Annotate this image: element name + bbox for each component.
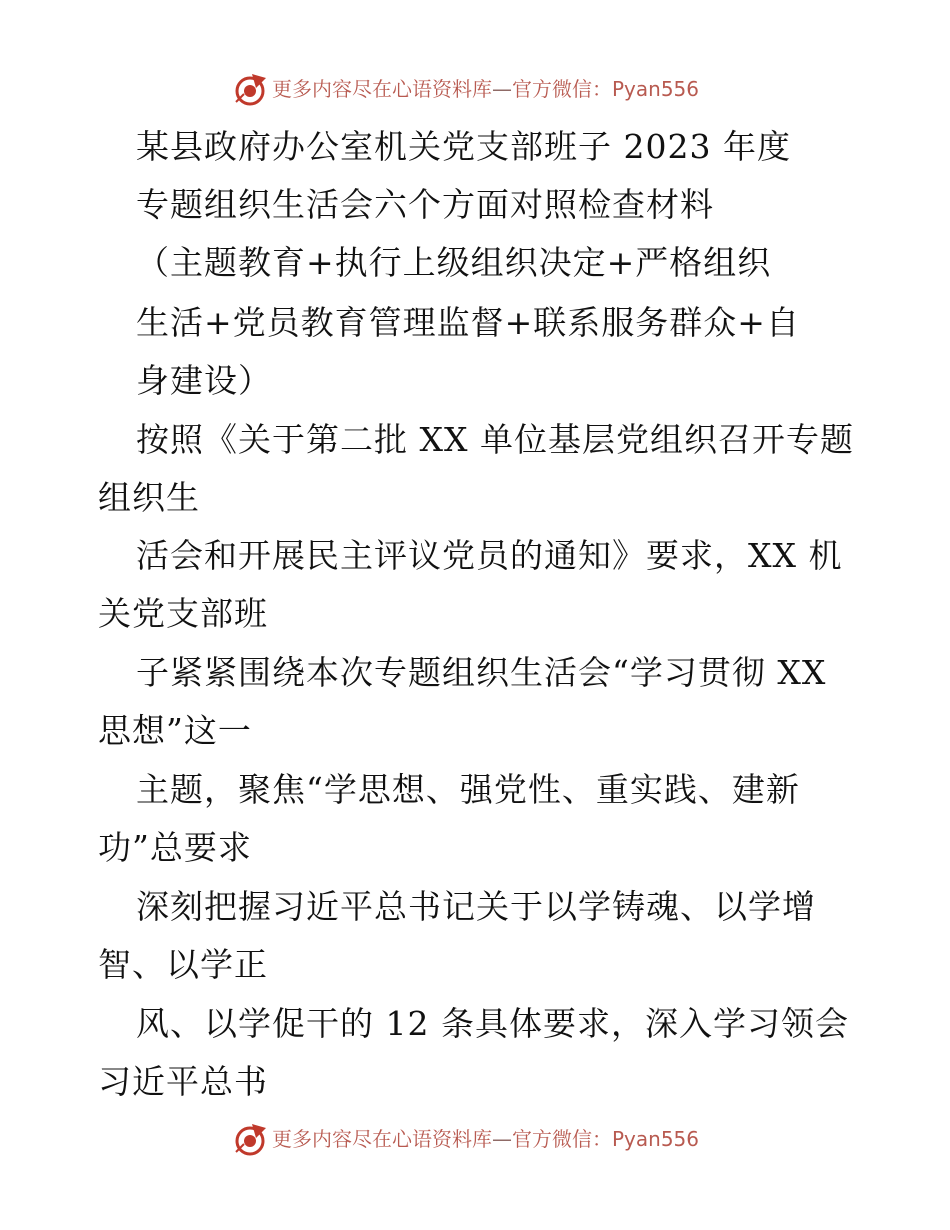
body-line: 习近平总书 bbox=[98, 1062, 268, 1101]
watermark-separator: — bbox=[492, 1127, 512, 1151]
body-line: 风、以学促干的 12 条具体要求，深入学习领会 bbox=[136, 1004, 849, 1043]
watermark-separator: — bbox=[492, 77, 512, 101]
body-line: 子紧紧围绕本次专题组织生活会“学习贯彻 XX bbox=[136, 653, 827, 692]
title-line: 某县政府办公室机关党支部班子 2023 年度 bbox=[136, 127, 791, 166]
watermark-site-text: 更多内容尽在心语资料库 bbox=[272, 1127, 492, 1151]
body-line: 深刻把握习近平总书记关于以学铸魂、以学增 bbox=[136, 887, 816, 926]
body-line: 组织生 bbox=[98, 478, 200, 517]
watermark-site-text: 更多内容尽在心语资料库 bbox=[272, 77, 492, 101]
title-line: 专题组织生活会六个方面对照检查材料 bbox=[136, 185, 714, 224]
watermark-official-text: 官方微信：Pyan556 bbox=[512, 1127, 700, 1151]
body-line: 关党支部班 bbox=[98, 594, 268, 633]
watermark-text bbox=[272, 1127, 699, 1151]
watermark-official-text: 官方微信：Pyan556 bbox=[512, 77, 700, 101]
body-line: 智、以学正 bbox=[98, 945, 268, 984]
body-line: 功”总要求 bbox=[98, 828, 252, 867]
body-line: 思想”这一 bbox=[98, 711, 252, 750]
body-line: 主题，聚焦“学思想、强党性、重实践、建新 bbox=[136, 770, 800, 809]
watermark-footer bbox=[0, 1120, 950, 1160]
title-line: 生活+党员教育管理监督+联系服务群众+自 bbox=[136, 303, 800, 342]
title-line: 身建设） bbox=[136, 361, 272, 400]
body-line: 活会和开展民主评议党员的通知》要求，XX 机 bbox=[136, 536, 843, 575]
title-line: （主题教育+执行上级组织决定+严格组织 bbox=[136, 243, 772, 282]
body-line: 按照《关于第二批 XX 单位基层党组织召开专题 bbox=[136, 420, 854, 459]
quill-logo-icon bbox=[232, 1122, 268, 1158]
